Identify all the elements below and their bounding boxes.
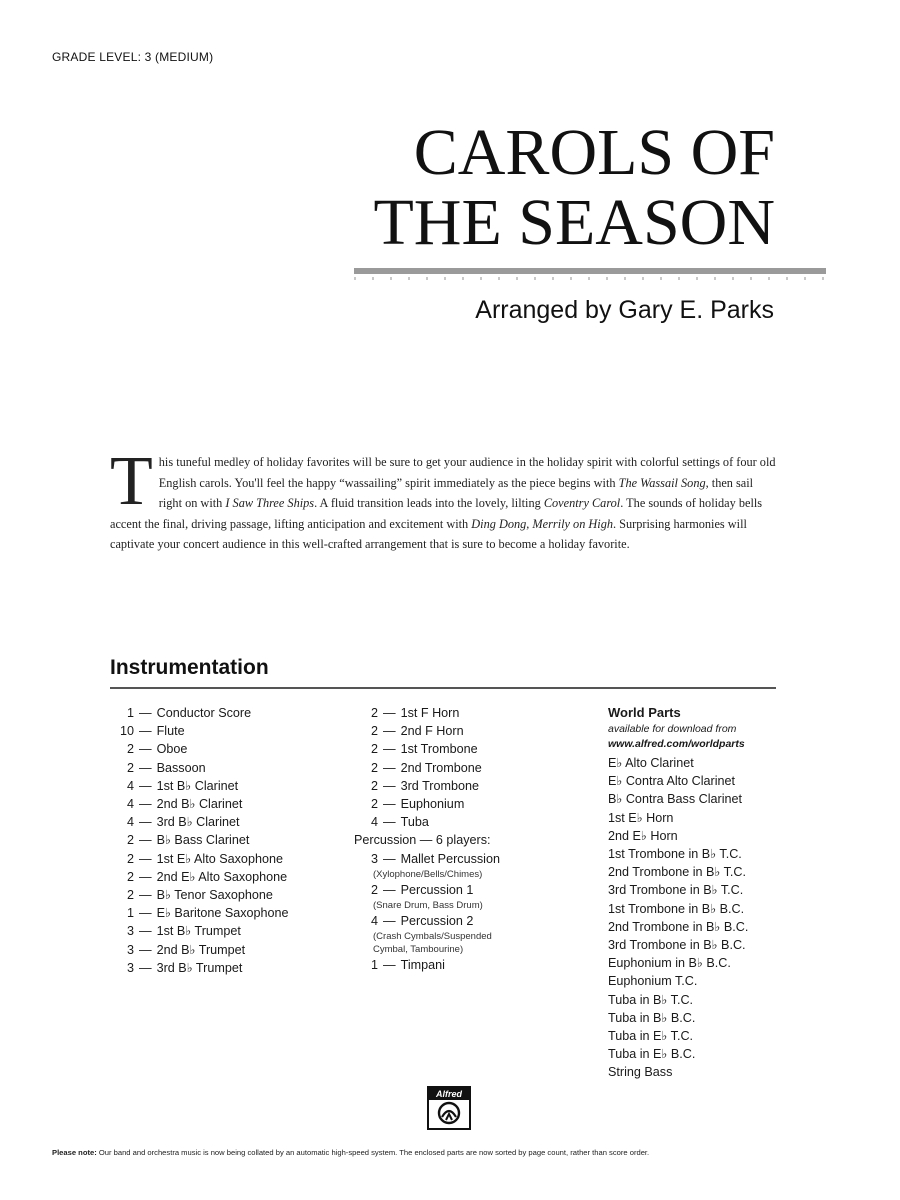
- world-part-item: 2nd E♭ Horn: [608, 828, 678, 843]
- instrument-name: Percussion 2: [400, 914, 474, 929]
- world-parts-column: [608, 704, 808, 1082]
- world-part-item: 2nd Trombone in B♭ B.C.: [608, 919, 749, 934]
- world-parts-availability: available for download from: [608, 723, 737, 735]
- logo-wordmark: Alfred: [429, 1088, 469, 1100]
- em-dash: —: [139, 797, 152, 812]
- instrument-list-column-1: [110, 704, 340, 977]
- em-dash: —: [139, 942, 152, 957]
- em-dash: —: [139, 778, 152, 793]
- instrument-name: Timpani: [400, 958, 445, 973]
- footer-note-text: Our band and orchestra music is now being collated by an automatic high-speed system. The enclosed parts are now sorted by page count, rather than score order.: [96, 1148, 650, 1157]
- instrument-row: [110, 777, 340, 795]
- song-title-ding-dong: Ding Dong, Merrily on High: [471, 516, 614, 531]
- em-dash: —: [139, 924, 152, 939]
- em-dash: —: [383, 851, 396, 866]
- instrument-quantity: 10: [119, 724, 134, 739]
- instrument-row: [110, 831, 340, 849]
- em-dash: —: [383, 742, 396, 757]
- world-part-item: E♭ Contra Alto Clarinet: [608, 774, 736, 789]
- world-parts-list: [608, 754, 808, 1082]
- instrument-row: [354, 704, 594, 722]
- instrument-row: [354, 912, 594, 930]
- instrument-name: 1st F Horn: [400, 706, 460, 720]
- logo-emblem-icon: [437, 1101, 461, 1125]
- world-part-item: 1st Trombone in B♭ T.C.: [608, 847, 742, 862]
- instrument-name: Percussion 1: [400, 882, 474, 897]
- song-title-three-ships: I Saw Three Ships: [225, 496, 315, 510]
- em-dash: —: [139, 760, 152, 775]
- instrument-name: E♭ Baritone Saxophone: [156, 906, 289, 921]
- instrument-row: [354, 850, 594, 868]
- instrument-quantity: 2: [126, 851, 134, 866]
- world-part-item: Tuba in B♭ B.C.: [608, 1010, 696, 1025]
- world-part-item: Tuba in E♭ B.C.: [608, 1047, 696, 1062]
- instrument-name: B♭ Tenor Saxophone: [156, 888, 273, 903]
- instrument-name: 2nd B♭ Clarinet: [156, 797, 243, 812]
- em-dash: —: [383, 760, 396, 775]
- instrument-quantity: 2: [370, 724, 378, 739]
- instrument-quantity: 2: [126, 760, 134, 775]
- instrument-quantity: 2: [126, 833, 134, 848]
- instrument-quantity: 4: [126, 778, 134, 793]
- intro-text-1: his tuneful medley of holiday favorites will be sure to get your audience in the holiday spirit with colorful settings of four old English carols. You'll feel the happy “wassailing” spirit immediately as the piece begins with: [158, 455, 776, 490]
- instrument-row: [110, 886, 340, 904]
- instrument-quantity: 2: [370, 742, 378, 757]
- instrument-name: 2nd E♭ Alto Saxophone: [156, 869, 288, 884]
- percussion-note: (Xylophone/Bells/Chimes): [373, 868, 483, 880]
- instrument-name: B♭ Bass Clarinet: [156, 833, 250, 848]
- grade-level: GRADE LEVEL: 3 (MEDIUM): [52, 50, 214, 64]
- instrument-quantity: 4: [126, 815, 134, 830]
- world-part-item: String Bass: [608, 1065, 673, 1080]
- instrument-row: [354, 795, 594, 813]
- instrument-name: Oboe: [156, 742, 188, 757]
- title-rule-dots: [354, 277, 826, 280]
- em-dash: —: [383, 914, 396, 929]
- instrument-row: [354, 722, 594, 740]
- instrument-name: Bassoon: [156, 760, 206, 775]
- instrument-quantity: 4: [126, 797, 134, 812]
- instrument-quantity: 2: [370, 706, 378, 720]
- intro-text-3: . A fluid transition leads into the lovely, lilting: [314, 496, 544, 510]
- em-dash: —: [383, 724, 396, 739]
- world-part-item: Euphonium in B♭ B.C.: [608, 956, 731, 971]
- instrument-quantity: 3: [370, 851, 378, 866]
- instrument-name: 2nd B♭ Trumpet: [156, 942, 246, 957]
- instrument-quantity: 2: [370, 760, 378, 775]
- em-dash: —: [139, 706, 152, 720]
- em-dash: —: [383, 815, 396, 830]
- instrument-row: [110, 704, 340, 722]
- em-dash: —: [139, 851, 152, 866]
- em-dash: —: [139, 888, 152, 903]
- page-title: [175, 118, 775, 258]
- instrument-name: Euphonium: [400, 797, 465, 812]
- brass-list: [354, 704, 594, 831]
- instrument-row: [110, 922, 340, 940]
- intro-text-5: . Surprising harmonies will captivate your concert audience in this well-crafted arrangement that is sure to become a holiday favorite.: [110, 516, 747, 551]
- instrument-row: [110, 795, 340, 813]
- instrument-row: [354, 759, 594, 777]
- title-line-1: CAROLS OF: [413, 116, 775, 189]
- alfred-logo: [427, 1086, 471, 1130]
- arranger-credit: Arranged by Gary E. Parks: [475, 296, 774, 324]
- instrument-name: Conductor Score: [156, 706, 252, 720]
- instrument-name: Tuba: [400, 815, 429, 830]
- percussion-note: (Crash Cymbals/Suspended Cymbal, Tambourine): [373, 931, 492, 956]
- instrument-name: Mallet Percussion: [400, 851, 500, 866]
- world-part-item: 3rd Trombone in B♭ B.C.: [608, 938, 746, 953]
- em-dash: —: [383, 706, 396, 720]
- em-dash: —: [139, 724, 152, 739]
- world-part-item: B♭ Contra Bass Clarinet: [608, 792, 743, 807]
- instrument-quantity: 3: [126, 924, 134, 939]
- instrument-quantity: 2: [126, 888, 134, 903]
- instrument-quantity: 2: [370, 797, 378, 812]
- instrument-row: [354, 881, 594, 899]
- instrument-name: 1st B♭ Trumpet: [156, 924, 241, 939]
- em-dash: —: [383, 958, 396, 973]
- instrument-quantity: 3: [126, 960, 134, 975]
- em-dash: —: [139, 960, 152, 975]
- instrument-quantity: 1: [126, 906, 134, 921]
- instrument-quantity: 4: [370, 815, 378, 830]
- instrumentation-rule: [110, 687, 776, 689]
- instrument-row: [354, 956, 594, 974]
- world-part-item: Euphonium T.C.: [608, 974, 698, 989]
- instrument-row: [110, 959, 340, 977]
- em-dash: —: [139, 815, 152, 830]
- instrument-name: Flute: [156, 724, 185, 739]
- drop-cap: T: [110, 443, 153, 520]
- percussion-note: (Snare Drum, Bass Drum): [373, 900, 483, 912]
- em-dash: —: [139, 833, 152, 848]
- world-part-item: Tuba in B♭ T.C.: [608, 992, 694, 1007]
- instrument-name: 1st Trombone: [400, 742, 478, 757]
- instrument-name: 3rd B♭ Clarinet: [156, 815, 240, 830]
- em-dash: —: [139, 742, 152, 757]
- intro-text-4: . The sounds of holiday bells accent the final, driving passage, lifting anticipation and excitement with: [110, 496, 763, 531]
- em-dash: —: [139, 869, 152, 884]
- instrument-row: [110, 722, 340, 740]
- song-title-wassail: The Wassail Song: [618, 475, 706, 490]
- world-part-item: 1st Trombone in B♭ B.C.: [608, 901, 745, 916]
- title-line-2: THE SEASON: [373, 186, 775, 259]
- instrument-name: 2nd F Horn: [400, 724, 464, 739]
- em-dash: —: [383, 778, 396, 793]
- instrument-row: [110, 941, 340, 959]
- instrument-row: [110, 904, 340, 922]
- world-part-item: Tuba in E♭ T.C.: [608, 1029, 694, 1044]
- em-dash: —: [383, 797, 396, 812]
- instrument-quantity: 3: [126, 942, 134, 957]
- instrument-row: [354, 777, 594, 795]
- instrument-quantity: 2: [370, 778, 378, 793]
- instrument-quantity: 2: [126, 742, 134, 757]
- instrument-row: [110, 868, 340, 886]
- title-rule: [354, 268, 826, 274]
- instrument-row: [110, 759, 340, 777]
- instrument-name: 1st E♭ Alto Saxophone: [156, 851, 283, 866]
- world-parts-url[interactable]: www.alfred.com/worldparts: [608, 738, 745, 750]
- instrument-quantity: 2: [370, 882, 378, 897]
- instrument-list-column-2: [354, 704, 594, 974]
- song-title-coventry: Coventry Carol: [543, 496, 621, 510]
- world-part-item: 3rd Trombone in B♭ T.C.: [608, 883, 744, 898]
- instrument-quantity: 2: [126, 869, 134, 884]
- instrument-row: [354, 813, 594, 831]
- instrumentation-heading: Instrumentation: [110, 656, 269, 679]
- intro-paragraph: [110, 443, 776, 555]
- instrument-name: 2nd Trombone: [400, 760, 482, 775]
- em-dash: —: [383, 882, 396, 897]
- footer-note-label: Please note:: [52, 1148, 97, 1157]
- world-part-item: 1st E♭ Horn: [608, 810, 674, 825]
- instrument-name: 3rd Trombone: [400, 778, 479, 793]
- instrument-name: 1st B♭ Clarinet: [156, 778, 239, 793]
- world-part-item: 2nd Trombone in B♭ T.C.: [608, 865, 747, 880]
- percussion-heading: Percussion — 6 players:: [354, 833, 491, 848]
- instrument-quantity: 4: [370, 914, 378, 929]
- instrument-row: [110, 850, 340, 868]
- em-dash: —: [139, 906, 152, 921]
- footer-note: [52, 1148, 852, 1158]
- percussion-list: [354, 850, 594, 975]
- intro-text-2: , then sail right on with: [158, 475, 754, 510]
- instrument-row: [110, 813, 340, 831]
- world-part-item: E♭ Alto Clarinet: [608, 756, 694, 770]
- instrument-quantity: 1: [126, 706, 134, 720]
- instrument-name: 3rd B♭ Trumpet: [156, 960, 243, 975]
- instrument-row: [110, 740, 340, 758]
- instrument-row: [354, 740, 594, 758]
- world-parts-title: World Parts: [608, 705, 681, 720]
- instrument-quantity: 1: [370, 958, 378, 973]
